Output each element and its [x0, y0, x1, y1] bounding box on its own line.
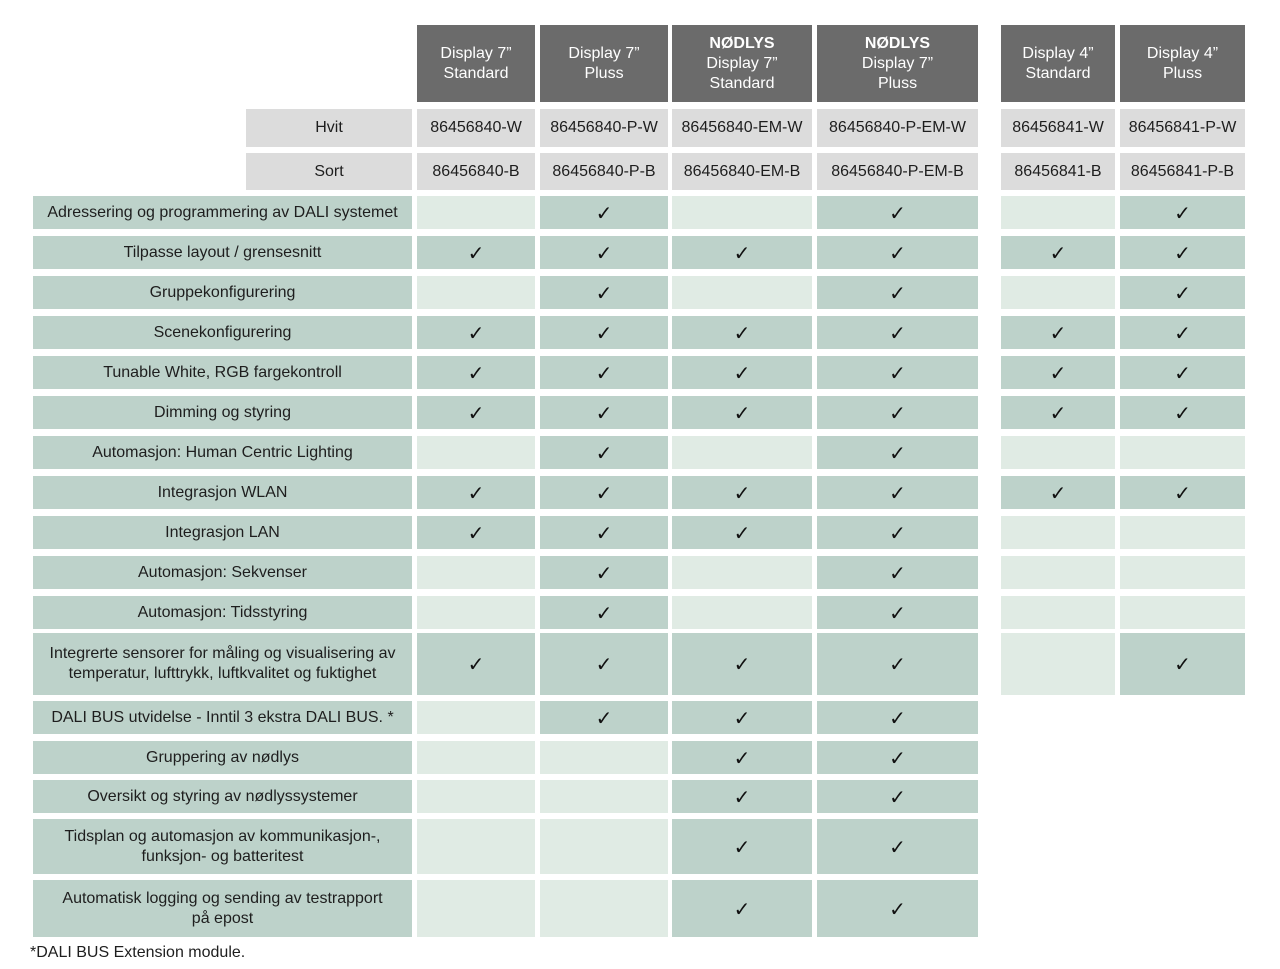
- check-cell: [540, 633, 668, 695]
- check-cell: [817, 476, 978, 509]
- column-header-line: Pluss: [877, 74, 918, 92]
- checkmark-icon: ✓: [889, 240, 906, 265]
- feature-label: Tilpasse layout / grensesnitt: [33, 236, 412, 269]
- checkmark-icon: ✓: [595, 705, 613, 730]
- check-cell: [1120, 196, 1245, 229]
- checkmark-icon: ✓: [733, 896, 751, 921]
- checkmark-icon: ✓: [467, 480, 485, 505]
- checkmark-icon: ✓: [733, 320, 751, 345]
- check-cell: [817, 556, 978, 589]
- check-cell: [1001, 396, 1115, 429]
- product-code: 86456841-P-W: [1120, 109, 1245, 147]
- empty-cell: [1001, 516, 1115, 549]
- checkmark-icon: ✓: [889, 652, 906, 676]
- check-cell: [817, 436, 978, 469]
- checkmark-icon: ✓: [889, 520, 906, 545]
- column-header-line: Display 7”: [568, 44, 640, 62]
- checkmark-icon: ✓: [595, 480, 613, 505]
- check-cell: [817, 780, 978, 813]
- empty-cell: [1001, 196, 1115, 229]
- checkmark-icon: ✓: [889, 480, 906, 505]
- checkmark-icon: ✓: [1174, 480, 1191, 505]
- feature-label: Integrerte sensorer for måling og visualisering av temperatur, lufttrykk, luftkvalitet og fuktighet: [33, 633, 412, 695]
- checkmark-icon: ✓: [1174, 240, 1191, 265]
- check-cell: [672, 741, 812, 774]
- column-header-badge: NØDLYS: [864, 34, 931, 52]
- column-header-line: Display 7”: [440, 44, 512, 62]
- product-code: 86456840-P-W: [540, 109, 668, 147]
- empty-cell: [417, 780, 535, 813]
- empty-cell: [540, 880, 668, 937]
- feature-label: DALI BUS utvidelse - Inntil 3 ekstra DALI BUS. *: [33, 701, 412, 734]
- check-cell: [417, 476, 535, 509]
- column-header-line: Display 7”: [706, 54, 778, 72]
- check-cell: [672, 780, 812, 813]
- checkmark-icon: ✓: [889, 784, 906, 809]
- product-code: 86456840-P-EM-W: [817, 109, 978, 147]
- column-header: [417, 25, 535, 102]
- checkmark-icon: ✓: [1174, 400, 1191, 425]
- column-header-line: Pluss: [584, 64, 624, 82]
- check-cell: [672, 356, 812, 389]
- empty-cell: [417, 880, 535, 937]
- checkmark-icon: ✓: [733, 784, 751, 809]
- column-header-line: Display 4”: [1022, 44, 1094, 62]
- empty-cell: [1120, 556, 1245, 589]
- check-cell: [540, 701, 668, 734]
- check-cell: [1120, 236, 1245, 269]
- checkmark-icon: ✓: [595, 600, 613, 625]
- checkmark-icon: ✓: [467, 652, 485, 676]
- check-cell: [540, 596, 668, 629]
- column-header: [1001, 25, 1115, 102]
- product-code: 86456841-W: [1001, 109, 1115, 147]
- empty-cell: [672, 596, 812, 629]
- feature-label: Automasjon: Human Centric Lighting: [33, 436, 412, 469]
- empty-cell: [417, 701, 535, 734]
- empty-cell: [417, 741, 535, 774]
- empty-cell: [1120, 436, 1245, 469]
- empty-cell: [540, 741, 668, 774]
- check-cell: [1120, 356, 1245, 389]
- check-cell: [672, 701, 812, 734]
- column-header: [540, 25, 668, 102]
- checkmark-icon: ✓: [889, 705, 906, 730]
- check-cell: [417, 316, 535, 349]
- checkmark-icon: ✓: [1049, 400, 1067, 425]
- checkmark-icon: ✓: [889, 600, 906, 625]
- checkmark-icon: ✓: [733, 480, 751, 505]
- product-code: 86456840-B: [417, 153, 535, 190]
- feature-label: Automatisk logging og sending av testrapport på epost: [33, 880, 412, 937]
- check-cell: [1001, 356, 1115, 389]
- empty-cell: [1001, 633, 1115, 695]
- checkmark-icon: ✓: [1174, 200, 1191, 225]
- check-cell: [817, 236, 978, 269]
- check-cell: [817, 316, 978, 349]
- checkmark-icon: ✓: [1174, 360, 1191, 385]
- checkmark-icon: ✓: [467, 320, 485, 345]
- empty-cell: [1120, 596, 1245, 629]
- checkmark-icon: ✓: [889, 360, 906, 385]
- checkmark-icon: ✓: [595, 520, 613, 545]
- check-cell: [540, 236, 668, 269]
- checkmark-icon: ✓: [889, 896, 906, 921]
- empty-cell: [417, 276, 535, 309]
- check-cell: [540, 396, 668, 429]
- check-cell: [1120, 316, 1245, 349]
- feature-label: Integrasjon WLAN: [33, 476, 412, 509]
- check-cell: [540, 436, 668, 469]
- checkmark-icon: ✓: [595, 400, 613, 425]
- feature-label: Tidsplan og automasjon av kommunikasjon-, funksjon- og batteritest: [33, 819, 412, 874]
- checkmark-icon: ✓: [595, 652, 613, 676]
- check-cell: [417, 633, 535, 695]
- checkmark-icon: ✓: [1174, 652, 1191, 676]
- feature-label: Dimming og styring: [33, 396, 412, 429]
- check-cell: [817, 819, 978, 874]
- checkmark-icon: ✓: [733, 360, 751, 385]
- checkmark-icon: ✓: [595, 320, 613, 345]
- check-cell: [540, 316, 668, 349]
- column-header: [1120, 25, 1245, 102]
- check-cell: [817, 633, 978, 695]
- check-cell: [540, 516, 668, 549]
- checkmark-icon: ✓: [733, 400, 751, 425]
- check-cell: [817, 276, 978, 309]
- check-cell: [1001, 236, 1115, 269]
- check-cell: [417, 396, 535, 429]
- feature-label: Automasjon: Sekvenser: [33, 556, 412, 589]
- check-cell: [417, 356, 535, 389]
- footnote: *DALI BUS Extension module.: [30, 944, 246, 961]
- product-code: 86456840-W: [417, 109, 535, 147]
- column-header-line: Display 7”: [861, 54, 934, 72]
- check-cell: [1120, 276, 1245, 309]
- check-cell: [817, 701, 978, 734]
- checkmark-icon: ✓: [889, 745, 906, 770]
- check-cell: [672, 633, 812, 695]
- check-cell: [672, 880, 812, 937]
- product-code: 86456841-P-B: [1120, 153, 1245, 190]
- checkmark-icon: ✓: [595, 280, 613, 305]
- checkmark-icon: ✓: [733, 834, 751, 859]
- check-cell: [672, 476, 812, 509]
- checkmark-icon: ✓: [889, 440, 906, 465]
- product-code: 86456840-EM-B: [672, 153, 812, 190]
- column-header-line: Standard: [1025, 64, 1091, 82]
- feature-label: Gruppekonfigurering: [33, 276, 412, 309]
- check-cell: [1001, 316, 1115, 349]
- check-cell: [817, 196, 978, 229]
- check-cell: [540, 476, 668, 509]
- check-cell: [672, 236, 812, 269]
- column-header: [672, 25, 812, 102]
- empty-cell: [672, 276, 812, 309]
- product-code: 86456840-EM-W: [672, 109, 812, 147]
- checkmark-icon: ✓: [889, 400, 906, 425]
- empty-cell: [672, 196, 812, 229]
- checkmark-icon: ✓: [889, 320, 906, 345]
- checkmark-icon: ✓: [467, 240, 485, 265]
- checkmark-icon: ✓: [1049, 320, 1067, 345]
- empty-cell: [540, 780, 668, 813]
- check-cell: [417, 236, 535, 269]
- check-cell: [540, 556, 668, 589]
- variant-label: Hvit: [246, 109, 412, 147]
- check-cell: [1120, 396, 1245, 429]
- feature-label: Adressering og programmering av DALI systemet: [33, 196, 412, 229]
- checkmark-icon: ✓: [733, 652, 751, 676]
- check-cell: [672, 316, 812, 349]
- feature-label: Tunable White, RGB fargekontroll: [33, 356, 412, 389]
- empty-cell: [417, 196, 535, 229]
- feature-label: Gruppering av nødlys: [33, 741, 412, 774]
- empty-cell: [672, 436, 812, 469]
- check-cell: [817, 741, 978, 774]
- column-header: [817, 25, 978, 102]
- empty-cell: [417, 556, 535, 589]
- check-cell: [1120, 633, 1245, 695]
- column-header-badge: NØDLYS: [709, 34, 775, 52]
- checkmark-icon: ✓: [1049, 240, 1067, 265]
- empty-cell: [417, 436, 535, 469]
- checkmark-icon: ✓: [733, 520, 751, 545]
- feature-label: Automasjon: Tidsstyring: [33, 596, 412, 629]
- checkmark-icon: ✓: [889, 280, 906, 305]
- product-code: 86456840-P-B: [540, 153, 668, 190]
- checkmark-icon: ✓: [595, 240, 613, 265]
- checkmark-icon: ✓: [595, 440, 613, 465]
- empty-cell: [1001, 596, 1115, 629]
- column-header-line: Display 4”: [1146, 44, 1219, 62]
- check-cell: [540, 196, 668, 229]
- column-header-line: Pluss: [1162, 64, 1203, 82]
- empty-cell: [417, 596, 535, 629]
- empty-cell: [1001, 436, 1115, 469]
- feature-label: Integrasjon LAN: [33, 516, 412, 549]
- checkmark-icon: ✓: [889, 560, 906, 585]
- checkmark-icon: ✓: [595, 560, 613, 585]
- column-header-line: Standard: [443, 64, 509, 82]
- empty-cell: [540, 819, 668, 874]
- check-cell: [1120, 476, 1245, 509]
- check-cell: [540, 356, 668, 389]
- check-cell: [672, 516, 812, 549]
- empty-cell: [672, 556, 812, 589]
- checkmark-icon: ✓: [733, 240, 751, 265]
- empty-cell: [1001, 556, 1115, 589]
- feature-label: Oversikt og styring av nødlyssystemer: [33, 780, 412, 813]
- check-cell: [417, 516, 535, 549]
- check-cell: [817, 596, 978, 629]
- check-cell: [672, 819, 812, 874]
- checkmark-icon: ✓: [1174, 320, 1191, 345]
- checkmark-icon: ✓: [1049, 480, 1067, 505]
- checkmark-icon: ✓: [889, 834, 906, 859]
- checkmark-icon: ✓: [467, 400, 485, 425]
- checkmark-icon: ✓: [467, 520, 485, 545]
- check-cell: [817, 396, 978, 429]
- checkmark-icon: ✓: [467, 360, 485, 385]
- check-cell: [817, 516, 978, 549]
- empty-cell: [417, 819, 535, 874]
- empty-cell: [1001, 276, 1115, 309]
- feature-label: Scenekonfigurering: [33, 316, 412, 349]
- checkmark-icon: ✓: [889, 200, 906, 225]
- checkmark-icon: ✓: [595, 360, 613, 385]
- product-code: 86456840-P-EM-B: [817, 153, 978, 190]
- checkmark-icon: ✓: [595, 200, 613, 225]
- checkmark-icon: ✓: [1174, 280, 1191, 305]
- variant-label: Sort: [246, 153, 412, 190]
- checkmark-icon: ✓: [733, 705, 751, 730]
- empty-cell: [1120, 516, 1245, 549]
- checkmark-icon: ✓: [733, 745, 751, 770]
- product-code: 86456841-B: [1001, 153, 1115, 190]
- check-cell: [1001, 476, 1115, 509]
- check-cell: [540, 276, 668, 309]
- check-cell: [817, 880, 978, 937]
- checkmark-icon: ✓: [1049, 360, 1067, 385]
- column-header-line: Standard: [709, 74, 775, 92]
- check-cell: [672, 396, 812, 429]
- check-cell: [817, 356, 978, 389]
